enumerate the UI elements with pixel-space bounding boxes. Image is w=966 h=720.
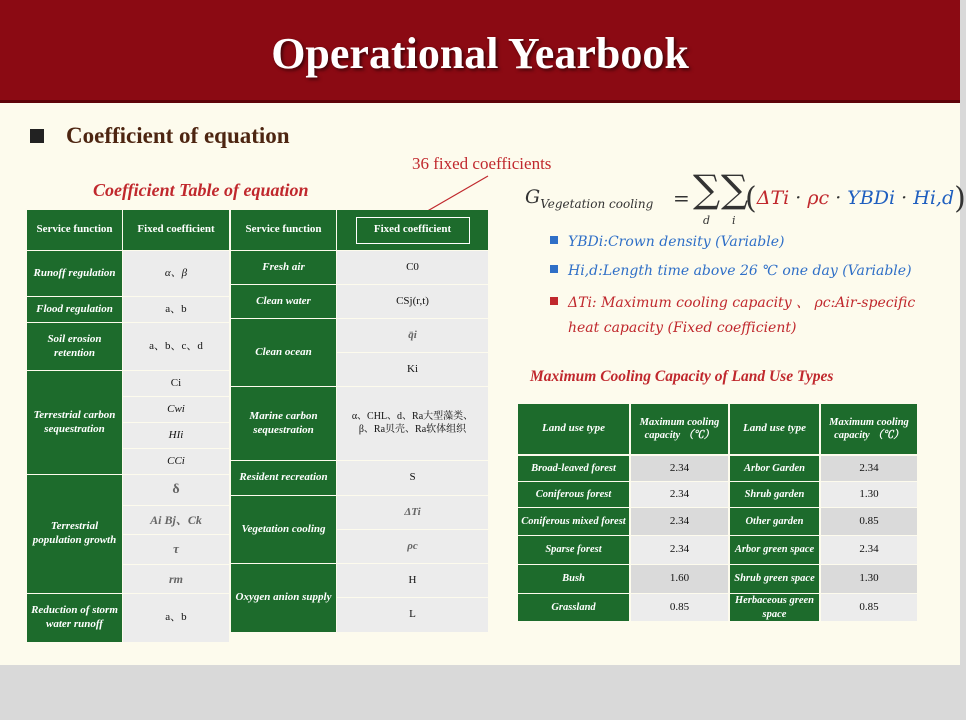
legend-square-icon bbox=[550, 297, 558, 305]
service-fresh-air: Fresh air bbox=[231, 251, 336, 284]
cooling-value-cell: 1.60 bbox=[631, 565, 728, 593]
coef-cell: Ki bbox=[337, 353, 488, 386]
coef-cell: a、b、c、d bbox=[123, 323, 229, 370]
vegetation-cooling-formula bbox=[525, 167, 966, 228]
cooling-value-cell: 1.30 bbox=[821, 482, 917, 507]
service-runoff-regulation: Runoff regulation bbox=[27, 251, 122, 296]
cooling-value-cell: 2.34 bbox=[821, 456, 917, 481]
service-marine-carbon: Marine carbon sequestration bbox=[231, 387, 336, 460]
cooling-header-max-2: Maximum cooling capacity （℃） bbox=[821, 404, 917, 454]
cooling-value-cell: 2.34 bbox=[631, 482, 728, 507]
coef-header-service-1: Service function bbox=[27, 210, 122, 250]
coef-cell: ρc bbox=[337, 530, 488, 563]
cooling-land-use-cell: Grassland bbox=[518, 594, 629, 621]
coef-cell: Ci bbox=[123, 371, 229, 396]
coef-cell: Cwi bbox=[123, 397, 229, 422]
coef-cell: α、β bbox=[123, 251, 229, 296]
cooling-land-use-cell: Broad-leaved forest bbox=[518, 456, 629, 481]
coef-cell: δ bbox=[123, 475, 229, 505]
cooling-header-land-use-2: Land use type bbox=[730, 404, 819, 454]
callout-label: 36 fixed coefficients bbox=[412, 154, 552, 173]
title-bar bbox=[0, 0, 960, 103]
formula-equals: = bbox=[673, 186, 690, 210]
legend-max-cooling: ΔTi: Maximum cooling capacity 、 ρc:Air-specific bbox=[550, 292, 915, 312]
coef-cell: a、b bbox=[123, 297, 229, 322]
service-clean-water: Clean water bbox=[231, 285, 336, 318]
coef-cell: HIi bbox=[123, 423, 229, 448]
coef-header-fixed-2: Fixed coefficient bbox=[337, 210, 488, 250]
cooling-value-cell: 2.34 bbox=[631, 508, 728, 535]
cooling-value-cell: 0.85 bbox=[631, 594, 728, 621]
coef-cell: H bbox=[337, 564, 488, 597]
cooling-land-use-cell: Coniferous mixed forest bbox=[518, 508, 629, 535]
service-terrestrial-carbon: Terrestrial carbon sequestration bbox=[27, 371, 122, 474]
fixed-coefficient-highlight bbox=[356, 217, 470, 244]
coef-cell: CCi bbox=[123, 449, 229, 474]
cooling-value-cell: 0.85 bbox=[821, 508, 917, 535]
slide-title: Operational Yearbook bbox=[271, 29, 689, 78]
coef-cell: CSj(r,t) bbox=[337, 285, 488, 318]
legend-continuation: heat capacity (Fixed coefficient) bbox=[568, 320, 797, 336]
cooling-land-use-cell: Other garden bbox=[730, 508, 819, 535]
service-terrestrial-population: Terrestrial population growth bbox=[27, 475, 122, 593]
coef-cell: C0 bbox=[337, 251, 488, 284]
coef-cell: L bbox=[337, 598, 488, 632]
coef-cell: α、CHL、d、Ra大型藻类、β、Ra贝壳、Ra软体组织 bbox=[337, 387, 488, 460]
cooling-table-title: Maximum Cooling Capacity of Land Use Types bbox=[530, 368, 834, 385]
cooling-header-max-1: Maximum cooling capacity （℃） bbox=[631, 404, 728, 454]
cooling-land-use-cell: Arbor Garden bbox=[730, 456, 819, 481]
legend-square-icon bbox=[550, 265, 558, 273]
coef-cell: τ bbox=[123, 535, 229, 564]
coef-table-title: Coefficient Table of equation bbox=[93, 180, 309, 200]
sum-symbol-icon: ∑ bbox=[693, 167, 721, 211]
service-storm-water-runoff: Reduction of storm water runoff bbox=[27, 594, 122, 642]
bullet-square-icon bbox=[30, 129, 44, 143]
coef-header-service-2: Service function bbox=[231, 210, 336, 250]
coef-cell: ΔTi bbox=[337, 496, 488, 529]
service-clean-ocean: Clean ocean bbox=[231, 319, 336, 386]
coef-cell: Ai Bj、Ck bbox=[123, 506, 229, 534]
cooling-value-cell: 2.34 bbox=[631, 536, 728, 564]
coef-header-fixed-1: Fixed coefficient bbox=[123, 210, 229, 250]
cooling-value-cell: 2.34 bbox=[631, 456, 728, 481]
service-resident-recreation: Resident recreation bbox=[231, 461, 336, 495]
sum-symbol-icon: ∑ bbox=[721, 167, 749, 211]
formula-lhs: $G_{Vegetation cooling}$ bbox=[525, 186, 654, 211]
cooling-land-use-cell: Herbaceous green space bbox=[730, 594, 819, 621]
cooling-value-cell: 0.85 bbox=[821, 594, 917, 621]
service-soil-erosion-retention: Soil erosion retention bbox=[27, 323, 122, 370]
coef-cell: a、b bbox=[123, 594, 229, 642]
cooling-land-use-cell: Coniferous forest bbox=[518, 482, 629, 507]
coef-cell: S bbox=[337, 461, 488, 495]
coef-cell: rm bbox=[123, 565, 229, 593]
cooling-value-cell: 2.34 bbox=[821, 536, 917, 564]
legend-crown-density: YBDi:Crown density (Variable) bbox=[550, 234, 784, 250]
cooling-land-use-cell: Bush bbox=[518, 565, 629, 593]
formula-body: (ΔTi · ρc · YBDi · Hi,d) bbox=[745, 181, 966, 216]
cooling-land-use-cell: Shrub green space bbox=[730, 565, 819, 593]
section-heading: Coefficient of equation bbox=[66, 123, 290, 148]
cooling-header-land-use-1: Land use type bbox=[518, 404, 629, 454]
formula-sum-index-i: i bbox=[732, 214, 736, 227]
cooling-value-cell: 1.30 bbox=[821, 565, 917, 593]
cooling-land-use-cell: Shrub garden bbox=[730, 482, 819, 507]
service-oxygen-anion: Oxygen anion supply bbox=[231, 564, 336, 632]
legend-square-icon bbox=[550, 236, 558, 244]
cooling-land-use-cell: Arbor green space bbox=[730, 536, 819, 564]
service-flood-regulation: Flood regulation bbox=[27, 297, 122, 322]
service-vegetation-cooling: Vegetation cooling bbox=[231, 496, 336, 563]
cooling-land-use-cell: Sparse forest bbox=[518, 536, 629, 564]
coef-cell: q̄i bbox=[337, 319, 488, 352]
legend-length-time: Hi,d:Length time above 26 ℃ one day (Variable) bbox=[550, 263, 912, 279]
formula-sum-index-d: d bbox=[703, 214, 711, 227]
